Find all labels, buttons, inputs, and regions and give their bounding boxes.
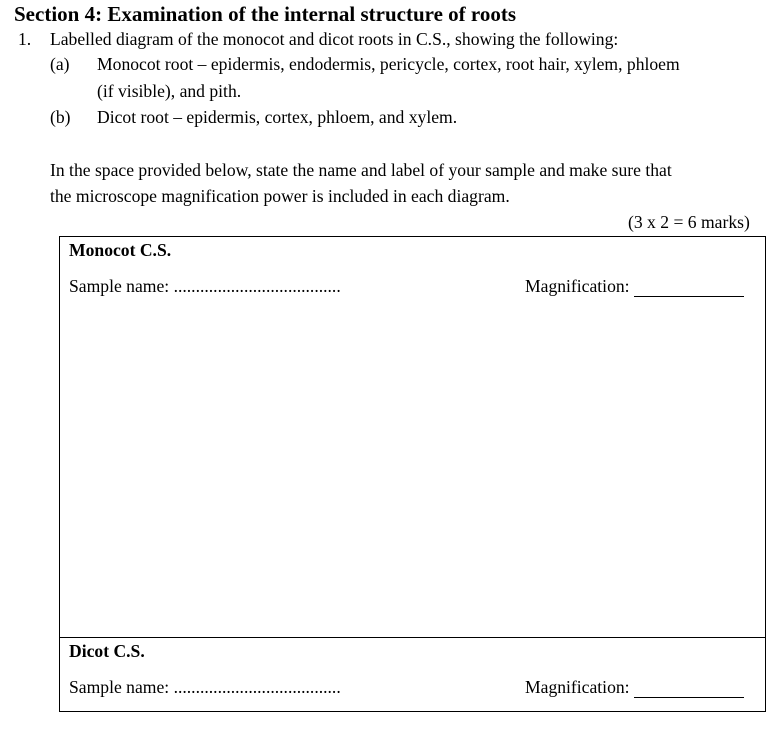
dicot-sample-name — [69, 677, 341, 698]
instruction-line1: In the space provided below, state the name and label of your sample and make sure that — [50, 160, 672, 180]
monocot-sample-name — [69, 276, 341, 297]
part-a-text-line2: (if visible), and pith. — [97, 81, 242, 101]
part-b-text: Dicot root – epidermis, cortex, phloem, and xylem. — [97, 107, 458, 127]
dicot-sample-label: Sample name: — [69, 677, 170, 697]
question-number: 1. — [18, 29, 32, 49]
monocot-sample-label: Sample name: — [69, 276, 170, 296]
dicot-magnification-label: Magnification: — [525, 677, 630, 697]
part-a-label: (a) — [50, 54, 70, 74]
monocot-magnification — [525, 276, 744, 297]
question-text: Labelled diagram of the monocot and dicot roots in C.S., showing the following: — [50, 29, 619, 49]
marks-label: (3 x 2 = 6 marks) — [628, 212, 750, 232]
section-title: Section 4: Examination of the internal structure of roots — [14, 2, 517, 26]
dicot-sample-dots[interactable]: ...................................... — [173, 677, 341, 697]
dicot-magnification-blank[interactable] — [634, 679, 744, 698]
part-a-text-line1: Monocot root – epidermis, endodermis, pericycle, cortex, root hair, xylem, phloem — [97, 54, 680, 74]
monocot-sample-dots[interactable]: ...................................... — [173, 276, 341, 296]
dicot-box-title: Dicot C.S. — [69, 641, 145, 661]
dicot-drawing-box[interactable] — [59, 637, 766, 712]
monocot-magnification-blank[interactable] — [634, 278, 744, 297]
instruction-line2: the microscope magnification power is included in each diagram. — [50, 186, 510, 206]
dicot-magnification — [525, 677, 744, 698]
monocot-magnification-label: Magnification: — [525, 276, 630, 296]
monocot-box-title: Monocot C.S. — [69, 240, 172, 260]
part-b-label: (b) — [50, 107, 71, 127]
monocot-drawing-box[interactable] — [59, 236, 766, 638]
